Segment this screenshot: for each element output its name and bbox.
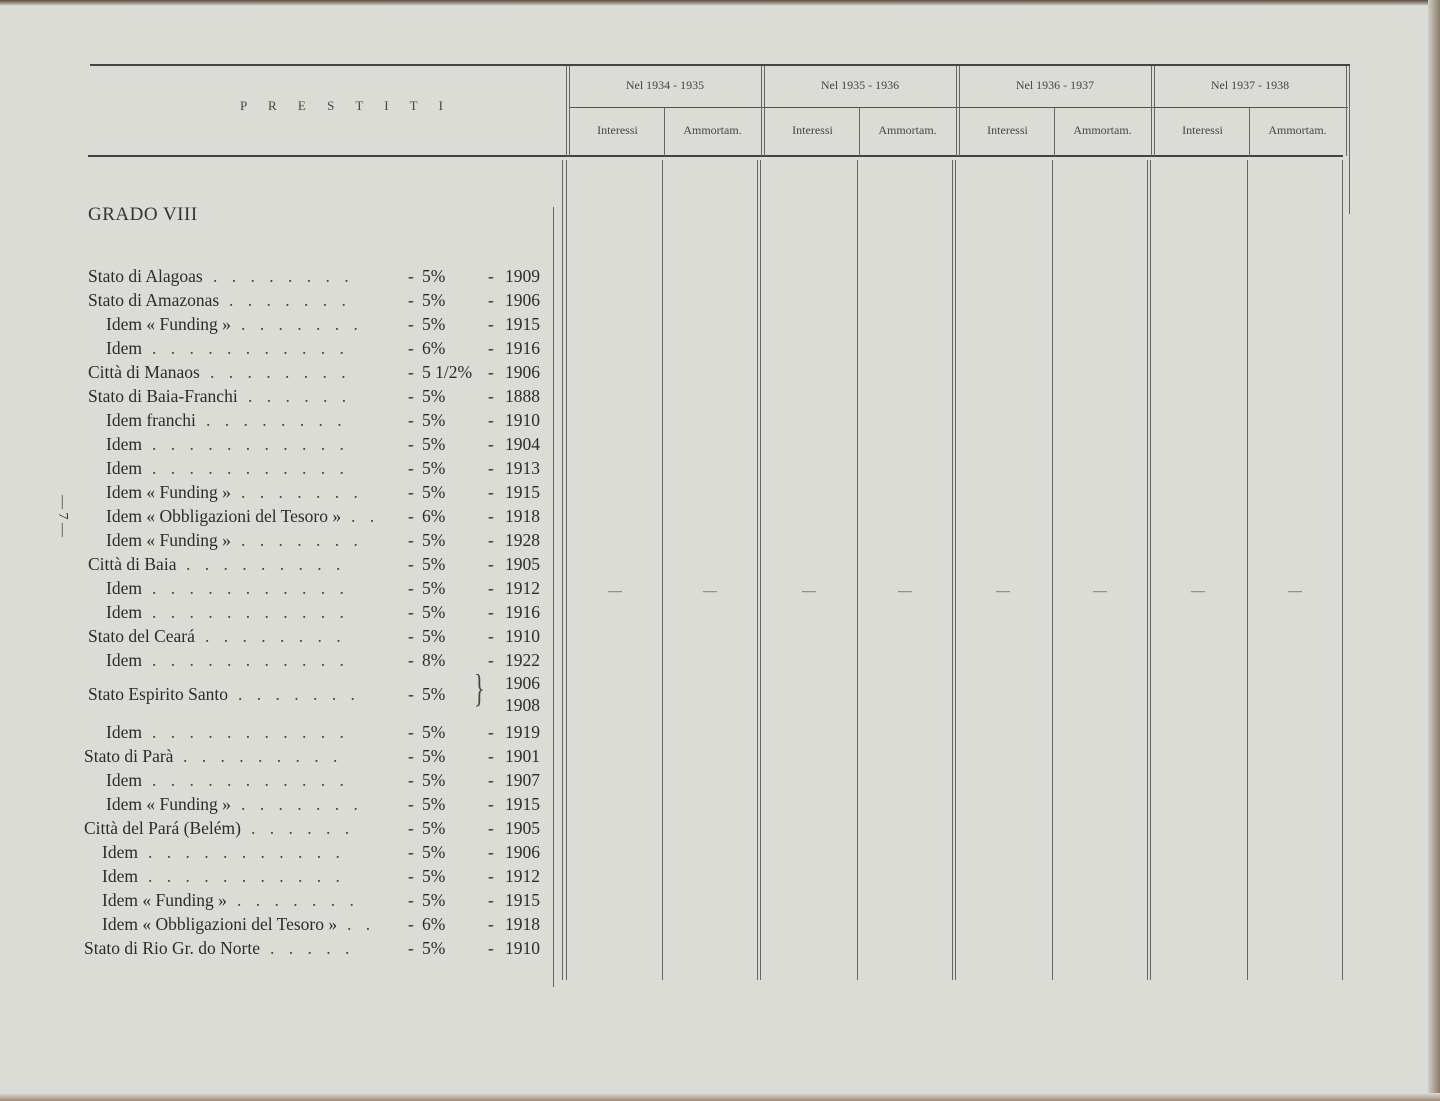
issue-year: 1910: [505, 410, 540, 430]
separator-dash: -: [408, 338, 414, 358]
leader-dots: . . . . . . .: [241, 794, 363, 814]
issue-year: 1906: [505, 673, 540, 693]
issue-year: 1918: [505, 914, 540, 934]
separator-dash: -: [408, 434, 414, 454]
issue-year: 1915: [505, 890, 540, 910]
column-rule: [859, 108, 860, 156]
interest-rate: 5%: [422, 554, 446, 574]
loan-name: Idem: [106, 650, 142, 670]
loan-name: Stato di Baia-Franchi: [88, 386, 238, 406]
table-row: [0, 433, 550, 455]
issue-year: 1906: [505, 362, 540, 382]
loan-name: Idem: [102, 866, 138, 886]
issue-year: 1906: [505, 290, 540, 310]
separator-dash: -: [488, 362, 494, 382]
column-rule: [956, 66, 957, 156]
interest-rate: 5%: [422, 684, 446, 704]
table-row: [0, 625, 550, 647]
interest-rate: 5%: [422, 578, 446, 598]
body-rule: [566, 160, 567, 980]
separator-dash: -: [488, 530, 494, 550]
separator-dash: -: [408, 386, 414, 406]
separator-dash: -: [408, 684, 414, 704]
interest-rate: 5%: [422, 770, 446, 790]
table-row: [0, 361, 550, 383]
separator-dash: -: [488, 434, 494, 454]
leader-dots: . . . . . . . .: [206, 410, 347, 430]
separator-dash: -: [488, 506, 494, 526]
page-right-edge: [1428, 0, 1440, 1101]
body-rule: [553, 207, 554, 987]
table-row: [0, 793, 550, 815]
table-row: [0, 313, 550, 335]
loan-name: Idem « Funding »: [106, 482, 231, 502]
interest-rate: 5%: [422, 842, 446, 862]
issue-year: 1915: [505, 314, 540, 334]
separator-dash: -: [408, 914, 414, 934]
leader-dots: . . . . . . . . . . .: [148, 842, 345, 862]
separator-dash: -: [408, 890, 414, 910]
leader-dots: . .: [351, 506, 380, 526]
column-rule: [664, 108, 665, 156]
value-cell-empty: —: [703, 584, 717, 599]
leader-dots: . . . . . . . . . . .: [152, 722, 349, 742]
issue-year: 1915: [505, 794, 540, 814]
issue-year: 1909: [505, 266, 540, 286]
separator-dash: -: [488, 602, 494, 622]
leader-dots: . . . . . . .: [237, 890, 359, 910]
separator-dash: -: [408, 722, 414, 742]
column-rule: [761, 66, 762, 156]
column-rule: [764, 66, 765, 156]
table-row: [0, 601, 550, 623]
body-rule: [1147, 160, 1148, 980]
table-row: [0, 865, 550, 887]
table-row: [0, 649, 550, 671]
issue-year: 1907: [505, 770, 540, 790]
column-rule: [569, 66, 570, 156]
body-rule: [955, 160, 956, 980]
issue-year: 1910: [505, 938, 540, 958]
issue-year: 1906: [505, 842, 540, 862]
issue-year: 1915: [505, 482, 540, 502]
body-rule: [1342, 160, 1343, 980]
leader-dots: . . . . . . . . . . .: [152, 578, 349, 598]
loan-name: Idem « Funding »: [106, 314, 231, 334]
loan-name: Idem: [106, 578, 142, 598]
loan-name: Idem: [106, 458, 142, 478]
interest-rate: 5%: [422, 290, 446, 310]
separator-dash: -: [488, 770, 494, 790]
amort-header: Ammortam.: [683, 123, 742, 137]
leader-dots: . . . . . . . . . . .: [152, 338, 349, 358]
column-title-prestiti: P R E S T I T I: [240, 98, 452, 113]
interest-rate: 5%: [422, 890, 446, 910]
table-row: [0, 577, 550, 599]
separator-dash: -: [408, 314, 414, 334]
table-row: [0, 409, 550, 431]
issue-year: 1905: [505, 818, 540, 838]
interest-rate: 5%: [422, 746, 446, 766]
table-row: [0, 817, 550, 839]
separator-dash: -: [488, 314, 494, 334]
leader-dots: . . . . . . . . . . .: [152, 458, 349, 478]
leader-dots: . . . . . . . .: [210, 362, 351, 382]
loan-name: Città di Manaos: [88, 362, 200, 382]
table-row: [0, 505, 550, 527]
value-cell-empty: —: [1191, 584, 1205, 599]
leader-dots: . . . . . . .: [229, 290, 351, 310]
period-1936-label: Nel 1936 - 1937: [1015, 78, 1095, 92]
separator-dash: -: [408, 866, 414, 886]
leader-dots: . . . . . . .: [238, 684, 360, 704]
separator-dash: -: [488, 266, 494, 286]
amort-header: Ammortam.: [1073, 123, 1132, 137]
table-row: [0, 721, 550, 743]
period-1934-label: Nel 1934 - 1935: [625, 78, 705, 92]
interest-rate: 5%: [422, 866, 446, 886]
leader-dots: . . . . . . . . . . .: [152, 434, 349, 454]
loan-name: Stato di Parà: [84, 746, 174, 766]
interest-rate: 8%: [422, 650, 446, 670]
table-row: [0, 481, 550, 503]
issue-year: 1922: [505, 650, 540, 670]
separator-dash: -: [488, 290, 494, 310]
value-cell-empty: —: [1093, 584, 1107, 599]
separator-dash: -: [488, 722, 494, 742]
issue-year: 1901: [505, 746, 540, 766]
table-row: [0, 385, 550, 407]
table-row: [0, 745, 550, 767]
value-cell-empty: —: [898, 584, 912, 599]
separator-dash: -: [408, 602, 414, 622]
separator-dash: -: [408, 458, 414, 478]
interest-rate: 5%: [422, 794, 446, 814]
separator-dash: -: [488, 842, 494, 862]
issue-year: 1910: [505, 626, 540, 646]
separator-dash: -: [408, 770, 414, 790]
separator-dash: -: [488, 650, 494, 670]
interest-header: Interessi: [597, 123, 638, 137]
column-rule: [1249, 108, 1250, 156]
separator-dash: -: [488, 386, 494, 406]
interest-rate: 5%: [422, 626, 446, 646]
loan-name: Idem: [106, 722, 142, 742]
table-row: [0, 289, 550, 311]
table-row: [0, 673, 550, 715]
issue-year: 1916: [505, 602, 540, 622]
loan-name: Idem « Obbligazioni del Tesoro »: [102, 914, 338, 934]
body-rule: [1247, 160, 1248, 980]
interest-rate: 5%: [422, 938, 446, 958]
issue-year: 1904: [505, 434, 540, 454]
issue-year: 1912: [505, 866, 540, 886]
separator-dash: -: [408, 746, 414, 766]
column-rule: [1054, 108, 1055, 156]
loan-name: Città di Baia: [88, 554, 177, 574]
loan-name: Idem « Funding »: [106, 530, 231, 550]
interest-rate: 5%: [422, 314, 446, 334]
body-rule: [562, 160, 563, 980]
separator-dash: -: [408, 506, 414, 526]
separator-dash: -: [488, 818, 494, 838]
separator-dash: -: [408, 938, 414, 958]
table-row: [0, 769, 550, 791]
table-row: [0, 265, 550, 287]
separator-dash: -: [408, 362, 414, 382]
page-bottom-edge: [0, 1093, 1440, 1101]
separator-dash: -: [408, 842, 414, 862]
loan-name: Idem: [106, 434, 142, 454]
separator-dash: -: [488, 914, 494, 934]
table-top-rule: [90, 64, 1350, 66]
column-rule: [959, 66, 960, 156]
interest-header: Interessi: [987, 123, 1028, 137]
value-cell-empty: —: [802, 584, 816, 599]
leader-dots: . . . . . . . . . . .: [152, 602, 349, 622]
loan-name: Idem « Funding »: [106, 794, 231, 814]
leader-dots: . . . . . . . . . . .: [152, 770, 349, 790]
leader-dots: . . . . . . . .: [213, 266, 354, 286]
loan-name: Idem franchi: [106, 410, 196, 430]
issue-year: 1913: [505, 458, 540, 478]
interest-rate: 5%: [422, 530, 446, 550]
loan-name: Stato del Ceará: [88, 626, 195, 646]
amort-header: Ammortam.: [878, 123, 937, 137]
separator-dash: -: [488, 794, 494, 814]
issue-year: 1905: [505, 554, 540, 574]
separator-dash: -: [488, 410, 494, 430]
interest-rate: 6%: [422, 506, 446, 526]
issue-year: 1908: [505, 695, 540, 715]
leader-dots: . . . . . . . . . . .: [152, 650, 349, 670]
leader-dots: . . . . . . . .: [205, 626, 346, 646]
table-row: [0, 889, 550, 911]
separator-dash: -: [408, 794, 414, 814]
interest-rate: 5%: [422, 602, 446, 622]
body-rule: [757, 160, 758, 980]
leader-dots: . . . . . . . . .: [183, 746, 343, 766]
column-rule: [566, 66, 567, 156]
loan-name: Stato di Alagoas: [88, 266, 203, 286]
amort-header: Ammortam.: [1268, 123, 1327, 137]
interest-rate: 5 1/2%: [422, 362, 473, 382]
column-rule: [1349, 66, 1350, 214]
separator-dash: -: [408, 530, 414, 550]
loan-name: Idem « Obbligazioni del Tesoro »: [106, 506, 342, 526]
loan-name: Idem: [106, 770, 142, 790]
body-rule: [952, 160, 953, 980]
issue-year: 1919: [505, 722, 540, 742]
separator-dash: -: [408, 626, 414, 646]
leader-dots: . . . . . . .: [241, 314, 363, 334]
separator-dash: -: [488, 554, 494, 574]
interest-rate: 5%: [422, 266, 446, 286]
leader-dots: . . . . . .: [251, 818, 355, 838]
separator-dash: -: [408, 266, 414, 286]
loan-name: Città del Pará (Belém): [84, 818, 241, 838]
separator-dash: -: [488, 890, 494, 910]
body-rule: [1150, 160, 1151, 980]
issue-year: 1888: [505, 386, 540, 406]
interest-rate: 5%: [422, 410, 446, 430]
body-rule: [857, 160, 858, 980]
loan-name: Idem: [102, 842, 138, 862]
separator-dash: -: [488, 866, 494, 886]
table-row: [0, 457, 550, 479]
grade-heading: GRADO VIII: [88, 204, 198, 225]
issue-year: 1918: [505, 506, 540, 526]
table-row: [0, 529, 550, 551]
separator-dash: -: [408, 554, 414, 574]
loan-name: Idem: [106, 602, 142, 622]
interest-header: Interessi: [792, 123, 833, 137]
loan-name: Idem: [106, 338, 142, 358]
separator-dash: -: [408, 410, 414, 430]
interest-rate: 6%: [422, 338, 446, 358]
separator-dash: -: [408, 290, 414, 310]
loan-name: Stato Espirito Santo: [88, 684, 228, 704]
leader-dots: . . . . . . . . . . .: [148, 866, 345, 886]
interest-rate: 6%: [422, 914, 446, 934]
separator-dash: -: [488, 746, 494, 766]
leader-dots: . . . . . . .: [241, 482, 363, 502]
issue-year: 1912: [505, 578, 540, 598]
issue-year: 1916: [505, 338, 540, 358]
interest-rate: 5%: [422, 482, 446, 502]
separator-dash: -: [488, 938, 494, 958]
separator-dash: -: [408, 818, 414, 838]
leader-dots: . . . . . . . . .: [186, 554, 346, 574]
value-cell-empty: —: [1288, 584, 1302, 599]
table-row: [0, 553, 550, 575]
page-number-text: — 7 —: [55, 495, 70, 537]
leader-dots: . . . . .: [270, 938, 355, 958]
leader-dots: . . . . . .: [248, 386, 352, 406]
page-number: [54, 484, 70, 548]
body-rule: [760, 160, 761, 980]
page-top-edge: [0, 0, 1440, 6]
separator-dash: -: [488, 578, 494, 598]
interest-rate: 5%: [422, 818, 446, 838]
interest-rate: 5%: [422, 434, 446, 454]
table-row: [0, 841, 550, 863]
separator-dash: -: [488, 458, 494, 478]
value-cell-empty: —: [608, 584, 622, 599]
table-row: [0, 337, 550, 359]
leader-dots: . .: [347, 914, 376, 934]
period-1937-label: Nel 1937 - 1938: [1210, 78, 1290, 92]
column-rule: [1151, 66, 1152, 156]
interest-header: Interessi: [1182, 123, 1223, 137]
value-cell-empty: —: [996, 584, 1010, 599]
issue-year: 1928: [505, 530, 540, 550]
separator-dash: -: [488, 626, 494, 646]
interest-rate: 5%: [422, 386, 446, 406]
table-row: [0, 913, 550, 935]
separator-dash: -: [408, 578, 414, 598]
separator-dash: -: [408, 482, 414, 502]
body-rule: [1052, 160, 1053, 980]
interest-rate: 5%: [422, 722, 446, 742]
leader-dots: . . . . . . .: [241, 530, 363, 550]
loan-name: Stato di Rio Gr. do Norte: [84, 938, 260, 958]
column-rule: [1346, 66, 1347, 156]
separator-dash: -: [488, 482, 494, 502]
period-1935-label: Nel 1935 - 1936: [820, 78, 900, 92]
separator-dash: -: [488, 338, 494, 358]
interest-rate: 5%: [422, 458, 446, 478]
loan-name: Stato di Amazonas: [88, 290, 220, 310]
separator-dash: -: [408, 650, 414, 670]
body-rule: [662, 160, 663, 980]
loan-name: Idem « Funding »: [102, 890, 227, 910]
year-brace: }: [474, 665, 485, 711]
column-rule: [1154, 66, 1155, 156]
table-row: [0, 937, 550, 959]
